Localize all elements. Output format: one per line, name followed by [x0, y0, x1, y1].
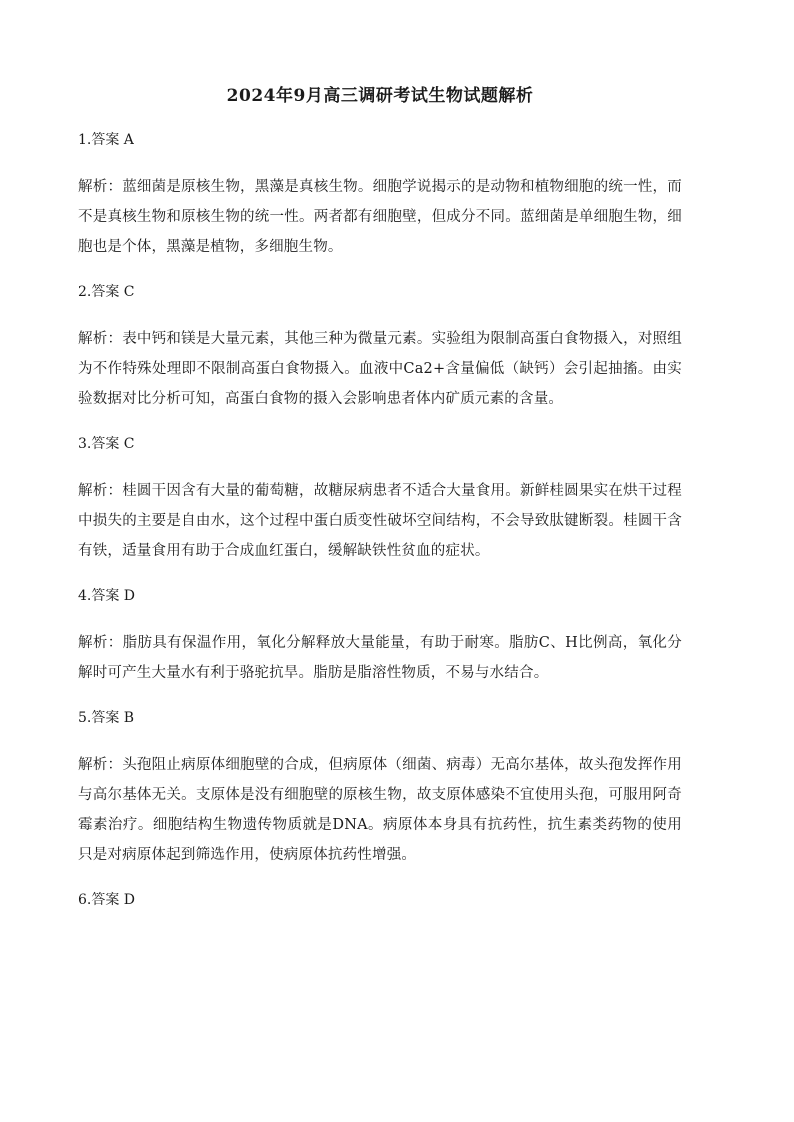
analysis-text: 解析：头孢阻止病原体细胞壁的合成，但病原体（细菌、病毒）无高尔基体，故头孢发挥作用与高尔基体无关。支原体是没有细胞壁的原核生物，故支原体感染不宜使用头孢，可服用阿奇霉素治疗。细胞结构生物遗传物质就是DNA。病原体本身具有抗药性，抗生素类药物的使用只是对病原体起到筛选作用，使病原体抗药性增强。	[78, 757, 682, 863]
question-4	[78, 586, 682, 688]
answer-label: 2.答案 C	[78, 284, 135, 300]
question-6	[78, 890, 682, 910]
question-1	[78, 130, 682, 262]
question-3	[78, 434, 682, 566]
answer-label: 5.答案 B	[78, 710, 135, 726]
analysis-text: 解析：桂圆干因含有大量的葡萄糖，故糖尿病患者不适合大量食用。新鲜桂圆果实在烘干过程中损失的主要是自由水，这个过程中蛋白质变性破坏空间结构，不会导致肽键断裂。桂圆干含有铁，适量食用有助于合成血红蛋白，缓解缺铁性贫血的症状。	[78, 483, 682, 559]
answer-label: 6.答案 D	[78, 892, 136, 908]
answer-label: 1.答案 A	[78, 132, 134, 148]
question-5	[78, 708, 682, 870]
analysis-text: 解析：脂肪具有保温作用，氧化分解释放大量能量，有助于耐寒。脂肪C、H比例高，氧化分解时可产生大量水有利于骆驼抗旱。脂肪是脂溶性物质，不易与水结合。	[78, 635, 682, 681]
analysis-text: 解析：表中钙和镁是大量元素，其他三种为微量元素。实验组为限制高蛋白食物摄入，对照组为不作特殊处理即不限制高蛋白食物摄入。血液中Ca2+含量偏低（缺钙）会引起抽搐。由实验数据对比分析可知，高蛋白食物的摄入会影响患者体内矿质元素的含量。	[78, 331, 682, 407]
document-title: 2024年9月高三调研考试生物试题解析	[226, 86, 534, 106]
question-2	[78, 282, 682, 414]
analysis-text: 解析：蓝细菌是原核生物，黑藻是真核生物。细胞学说揭示的是动物和植物细胞的统一性，而不是真核生物和原核生物的统一性。两者都有细胞壁，但成分不同。蓝细菌是单细胞生物，细胞也是个体，黑藻是植物，多细胞生物。	[78, 179, 682, 255]
answer-label: 3.答案 C	[78, 436, 135, 452]
answer-label: 4.答案 D	[78, 588, 136, 604]
